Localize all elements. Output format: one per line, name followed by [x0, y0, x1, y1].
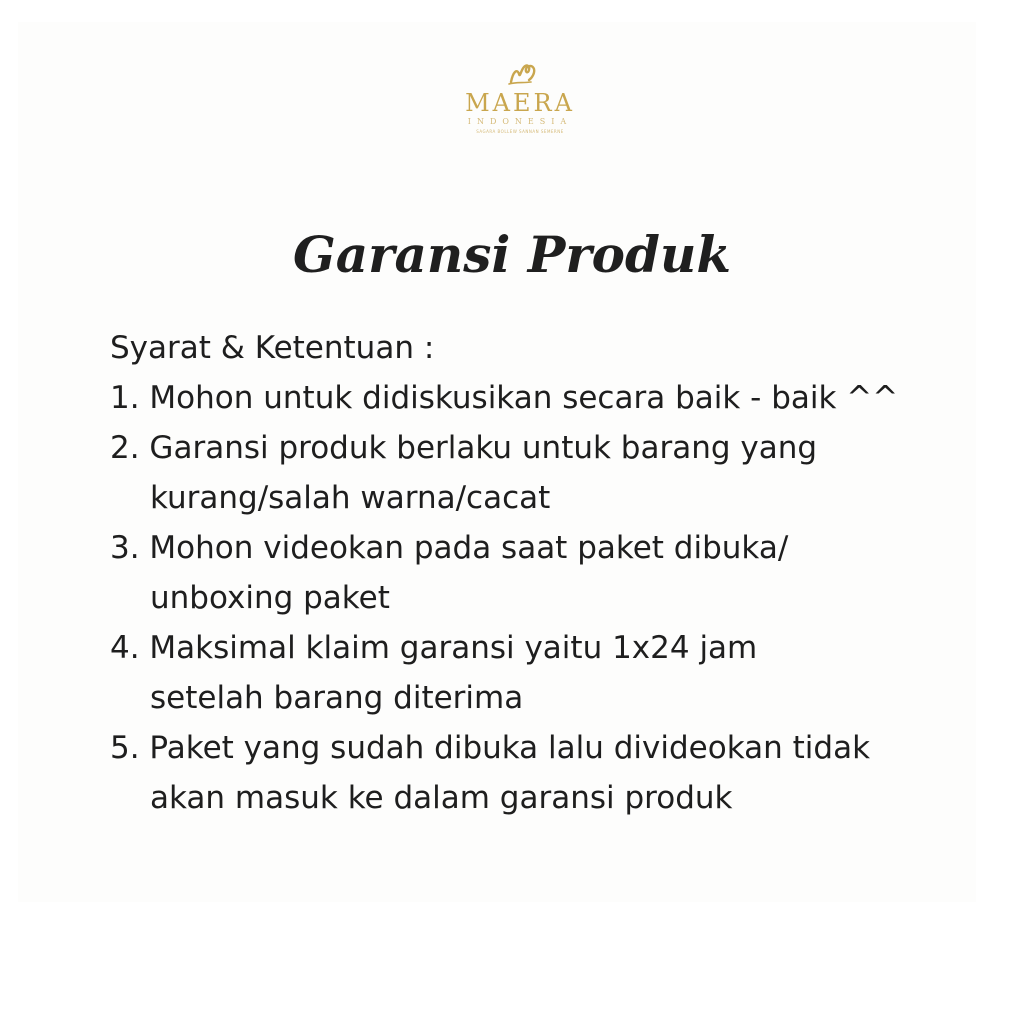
term-item [110, 723, 990, 823]
brand-name: MAERA [465, 89, 575, 117]
ornate-m-monogram-icon [505, 58, 539, 88]
term-text: 5. Paket yang sudah dibuka lalu divideokan tidak [110, 730, 871, 766]
term-item [110, 423, 990, 523]
term-item [110, 623, 990, 723]
term-item [110, 373, 990, 423]
term-item [110, 523, 990, 623]
terms-heading: Syarat & Ketentuan : [110, 330, 435, 366]
brand-logo [420, 58, 620, 142]
term-text-continued: setelah barang diterima [150, 680, 524, 716]
page-title: Garansi Produk [293, 225, 731, 284]
terms-list [110, 373, 990, 823]
brand-subtitle: INDONESIA [467, 117, 573, 126]
term-text: 2. Garansi produk berlaku untuk barang yang [110, 430, 818, 466]
term-text-continued: kurang/salah warna/cacat [150, 480, 551, 516]
term-text: 1. Mohon untuk didiskusikan secara baik - baik ^^ [110, 380, 899, 416]
terms-section [110, 323, 990, 823]
brand-tagline: SAGARA BOLLEW SANNAN SEMERNE [476, 129, 564, 134]
term-text-continued: akan masuk ke dalam garansi produk [150, 780, 733, 816]
term-text: 3. Mohon videokan pada saat paket dibuka/ [110, 530, 789, 566]
term-text-continued: unboxing paket [150, 580, 390, 616]
term-text: 4. Maksimal klaim garansi yaitu 1x24 jam [110, 630, 758, 666]
